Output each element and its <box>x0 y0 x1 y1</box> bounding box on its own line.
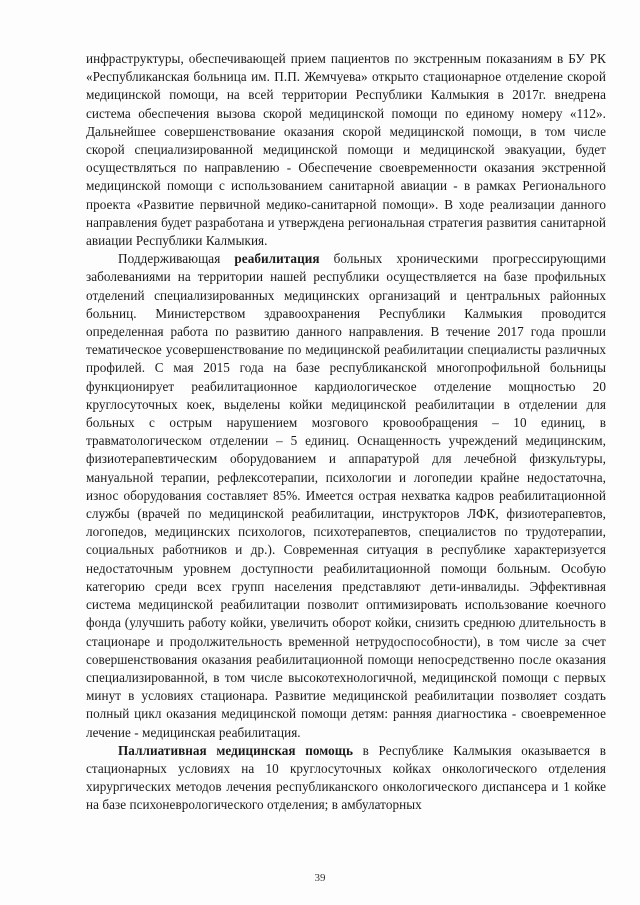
page-number: 39 <box>314 872 326 884</box>
rehab-bold-term: реабилитация <box>234 251 320 267</box>
rehab-text: больных хроническими прогрессирующими заболеваниями на территории нашей республики осуществляется на базе профильных отделений специализированных медицинских организаций и центральных районных больниц. Министерством здравоохранения Республики Калмыкия проводится определенная работа по развитию данного направления. В течение 2017 года прошли тематическое усовершенствование по медицинской реабилитации специалисты различных профилей. С мая 2015 года на базе республиканской многопрофильной больницы функционирует реабилитационное кардиологическое отделение мощностью 20 круглосуточных коек, выделены койки медицинской реабилитации в отделении для больных с острым нарушением мозгового кровообращения – 10 единиц, в травматологическом отделении – 5 единиц. Оснащенность учреждений медицинским, физиотерапевтическим оборудованием и аппаратурой для лечебной физкультуры, мануальной терапии, рефлексотерапии, психологии и логопедии крайне недостаточна, износ оборудования составляет 85%. Имеется острая нехватка кадров реабилитационной службы (врачей по медицинской реабилитации, инструкторов ЛФК, физиотерапевтов, логопедов, медицинских психологов, психотерапевтов, специалистов по трудотерапии, социальных работников и др.). Современная ситуация в республике характеризуется недостаточным уровнем доступности реабилитационной помощи больным. Особую категорию среди всех групп населения представляют дети-инвалиды. Эффективная система медицинской реабилитации позволит оптимизировать использование коечного фонда (улучшить работу койки, увеличить оборот койки, снизить среднюю длительность в стационаре и продолжительность временной нетрудоспособности), в том числе за счет совершенствования оказания реабилитационной помощи непосредственно после оказания специализированной, в том числе высокотехнологичной, медицинской помощи с первых минут в условиях стационара. Развитие медицинской реабилитации позволяет создать полный цикл оказания медицинской помощи детям: ранняя диагностика - своевременное лечение - медицинская реабилитация. <box>86 251 606 740</box>
rehab-lead-word: Поддерживающая <box>118 251 221 267</box>
paragraph-palliative <box>86 742 606 815</box>
paragraph-rehabilitation <box>86 250 606 741</box>
paragraph-emergency-care: инфраструктуры, обеспечивающей прием пациентов по экстренным показаниям в БУ РК «Республиканская больница им. П.П. Жемчуева» открыто стационарное отделение скорой медицинской помощи, на всей территории Республики Калмыкия в 2017г. внедрена система обеспечения вызова скорой медицинской помощи по единому номеру «112». Дальнейшее совершенствование оказания скорой медицинской помощи, в том числе скорой специализированной медицинской помощи и медицинской эвакуации, будет осуществляться по направлению - Обеспечение своевременности оказания экстренной медицинской помощи с использованием санитарной авиации - в рамках Регионального проекта «Развитие первичной медико-санитарной помощи». В ходе реализации данного направления будет разработана и утверждена региональная стратегия развития санитарной авиации Республики Калмыкия. <box>86 51 606 249</box>
palliative-text: в Республике Калмыкия оказывается в стационарных условиях на 10 круглосуточных койках онкологического отделения хирургических методов лечения республиканского онкологического диспансера и 1 койке на базе психоневрологического отделения; в амбулаторных <box>86 742 606 813</box>
palliative-bold-term: Паллиативная медицинская помощь <box>118 742 353 758</box>
page-body <box>86 50 606 815</box>
